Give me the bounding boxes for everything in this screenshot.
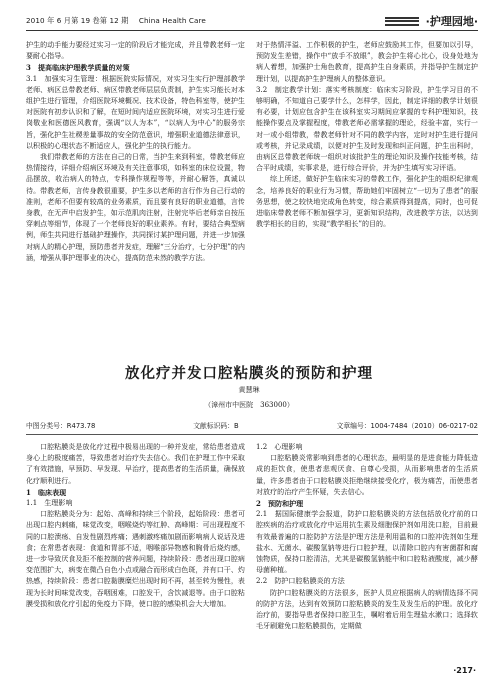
article-author: 黄慧琳 [238, 386, 260, 394]
section-heading: 1 临床表现 [26, 487, 67, 497]
paragraph: 防护口腔粘膜炎的方法很多，医护人员应根据病人的病情选择不同的防护方法，达到有效预防口腔粘膜炎的发生及发生后的护理。放化疗治疗前，要指导患者保持口腔卫生，嘱咐着后用生理盐水漱口；选择软毛牙刷避免口腔粘膜损伤，定期做 [256, 588, 478, 631]
column-top-left [26, 40, 245, 264]
doc-code: 文献标识码：B [193, 422, 239, 430]
paragraph: 3.2 制定教学计划：落实考核制度：临床实习阶段，护生学习目的不够明确，不知道自己要学什么，怎样学，因此，制定详细的教学计划很有必要，计划应包含护生在该科室实习期间应掌握的专科护理知识，技能操作要点及掌握程度，带教老师必需掌握的理论，经验丰富，实行一对一或小组带教，带教老师针对不同的教学内容，定时对护生进行提问或考核，并记录成绩，以便对护生及时发现和纠正问题，护生出科时，由病区总带教老师统一组织对该批护生的理论知识及操作技能考核，结合平时成绩，实事求是，进行综合评价，并为护生填写实习评语。 [256, 85, 478, 173]
paragraph: 1.1 生理影响 [26, 499, 73, 508]
section-heading: 2 预防和护理 [256, 499, 304, 509]
page-number: ·217· [453, 666, 476, 675]
header-decoration [385, 17, 419, 26]
paragraph: 对于热情洋溢、工作积极的护生，老师应鼓励其工作，但要加以引导，预防发生差错，操作中“放手不放眼”，教会护生将心比心，设身处地为病人着想，加强护士角色教育，提高护生自身素质，并指导护生制定护理计划，以提高护生护理病人的整体意识。 [256, 41, 478, 83]
meta-rule [26, 434, 478, 435]
paragraph: 2.1 据国际健康学会报道，防护口腔粘膜炎的方法包括放化疗前的口腔疾病的治疗或放化疗中运用抗生素及细胞保护剂如用洗口腔，目前最有效最普遍的口腔防护方法是护理方法是利用温和的口腔冲洗剂如生理盐水、无菌水、碳酸氢钠等进行口腔护理，以清除口腔内有害菌群和腐蚀物质，保持口腔清洁，尤其是碳酸氢钠能中和口腔粘液酸度，减少酵母菌种植。 [256, 510, 478, 575]
header-citation [26, 16, 214, 26]
paragraph: 我们带教老师的方法在自己的日常，当护生来到科室，带教老师应热情接待，详细介绍病区环境及有关注意事项，如科室的床位设置，物品摆放，收治病人的特点，专科操作规程等等，并耐心解答，真诚以待。带教老师，言传身教很重要，护生多以老师的言行作为自己行动的准则，老师不但要有较高的业务素质，而且要有良好的职业道德，言传身教，在无声中启发护生，如示范肌肉注射，注射完毕后老师亲自按压穿刺点等细节，体现了一个老师良好的职业素养。有时，要结合典型病例，师生共同进行基础护理操作，共同探讨某护理问题，并进一步加强对病人的精心护理，预防患者并发症，理解“三分治疗，七分护理”的内涵，增强从事护理事业的决心，提高防范未然的教学方法。 [26, 153, 245, 262]
article-title: 放化疗并发口腔粘膜炎的预防和护理 [125, 366, 373, 382]
header-date: 2010 年 6 月第 19 卷第 12 期 [26, 16, 129, 25]
paragraph: 综上所述，做好护生临床实习的带教工作，强化护生的组织纪律观念，培养良好的职业行为习惯，帮助她们牢固树立“一切为了患者”的服务思想，使之较快地完成角色转变，综合素质得到提高，同时，也可促进临床带教老师不断加强学习，更新知识结构，改进教学方法，以达到教学相长的目的，实现“教学相长”的目的。 [256, 175, 478, 229]
article-meta [26, 420, 478, 430]
column-top-right [256, 40, 478, 230]
paragraph: 口腔粘膜炎分为：起始、高峰和持续三个阶段，起始阶段：患者可出现口腔内刺痛，味觉改变，咽喉烧灼等红肿、高峰期：可出现程度不同的口腔溃疡、自发性剧烈疼痛；遇刺激疼痛加剧而影响病人说话及进食；在常患者表现：食道和胃部不适，咽喉部异物感和胸骨后烧灼感，进一步导致厌食及拒不能控制的营养问题，持续阶段：患者出现口腔病变范围扩大，病变在微凸自色小点或融合而形成白色斑，并有口干、灼热感，持续阶段：患者口腔黏膜糜烂出现时间不再，甚至转为慢性，表现为长时间味觉改变，吞咽困难，口腔发干，含饮减退等。由于口腔粘膜受损和放化疗引起的免疫力下降，使口腔的感染机会大大增加。 [26, 510, 245, 608]
paragraph: 口腔粘膜炎常影响到患者的心理状态，最明显的是进食能力降低造成的拒饮食，使患者悲观厌食、自尊心受损，从而影响患者的生活质量，许多患者由于口腔粘膜炎拒绝继续接受化疗，极为痛苦，而使患者对放疗的治疗产生怀疑，失去信心。 [256, 454, 478, 496]
header-journal: China Health Care [138, 16, 206, 25]
clc-number: 中图分类号：R473.78 [26, 422, 96, 430]
paragraph: 护生的动手能力要经过实习一定的阶段后才能完成，并且带教老师一定要耐心指导。 [26, 41, 245, 61]
article-id: 文章编号：1004-7484（2010）06-0217-02 [336, 422, 478, 430]
paragraph: 1.2 心理影响 [256, 443, 303, 451]
header-rule [26, 30, 478, 31]
column-bottom-left [26, 442, 245, 610]
article-affiliation: （漳州市中医院 363000） [204, 401, 294, 409]
header-section-block [385, 13, 478, 29]
paragraph: 2.2 防护口腔粘膜炎的方法 [256, 577, 345, 586]
header-section-title: ·护理园地· [425, 15, 478, 28]
page-header [26, 10, 478, 32]
paragraph: 3.1 加强实习生管理：根据医院实际情况，对实习生实行护理部教学老师、病区总带教老师、病区带教老师层层负责制，护生实习能长对本组护生进行管理，介绍医院环境概况、技术设备，特色科室等，使护生对医院有初步认识和了解，在短时间内适应医院环境，对实习生进行爱岗敬业和医德医风教育，强调“以人为本”，“以病人为中心”的服务宗旨，强化护生社稷差量事故的安全防范意识，增强职业道德法律意识，以积极的心理状态不断适应人，强化护生的执行能力。 [26, 74, 245, 150]
section-heading: 3 提高临床护理教学质量的对策 [26, 63, 130, 73]
paragraph: 口腔粘膜炎是放化疗过程中极易出现的一种并发症，常给患者造成身心上的极度痛苦，导致患者对治疗失去信心。我们在护理工作中采取了有效措施，早预防、早发现、早治疗，提高患者的生活质量，确保放化疗顺利进行。 [26, 443, 245, 485]
column-bottom-right [256, 442, 478, 632]
